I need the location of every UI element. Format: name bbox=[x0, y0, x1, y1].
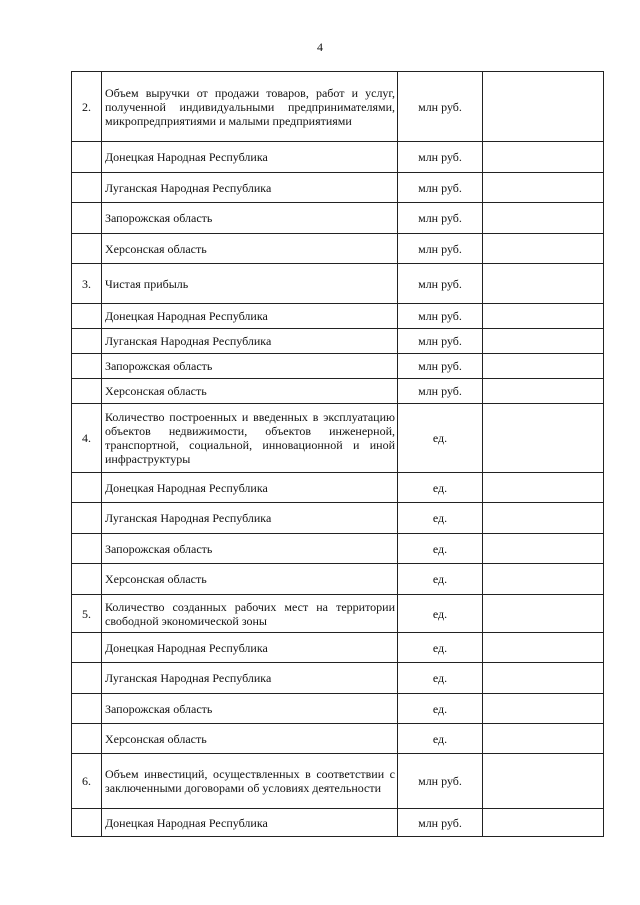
row-number-cell bbox=[72, 379, 102, 404]
value-cell bbox=[483, 354, 604, 379]
value-cell bbox=[483, 754, 604, 809]
value-cell bbox=[483, 142, 604, 173]
indicator-name-text: Луганская Народная Республика bbox=[105, 671, 272, 685]
row-number-cell bbox=[72, 694, 102, 724]
row-number-cell: 2. bbox=[72, 72, 102, 142]
indicator-name-cell bbox=[102, 379, 398, 404]
indicator-name-cell bbox=[102, 473, 398, 503]
indicator-name-cell bbox=[102, 809, 398, 837]
value-cell bbox=[483, 173, 604, 203]
table-row bbox=[72, 173, 604, 203]
indicator-name-cell bbox=[102, 304, 398, 329]
unit-cell: ед. bbox=[398, 595, 483, 633]
table-row bbox=[72, 203, 604, 234]
indicator-name-text: Херсонская область bbox=[105, 572, 207, 586]
indicator-name-cell bbox=[102, 694, 398, 724]
table-row bbox=[72, 724, 604, 754]
indicator-name-text: Херсонская область bbox=[105, 731, 207, 746]
indicator-name-cell bbox=[102, 724, 398, 754]
unit-cell: ед. bbox=[398, 694, 483, 724]
table-row bbox=[72, 754, 604, 809]
table-row bbox=[72, 473, 604, 503]
indicator-name-text: Запорожская область bbox=[105, 359, 213, 373]
indicator-name-text: Запорожская область bbox=[105, 541, 213, 556]
table-row bbox=[72, 379, 604, 404]
table-row bbox=[72, 72, 604, 142]
row-number-cell bbox=[72, 203, 102, 234]
indicator-name-cell bbox=[102, 595, 398, 633]
value-cell bbox=[483, 564, 604, 595]
unit-cell: ед. bbox=[398, 564, 483, 595]
value-cell bbox=[483, 633, 604, 663]
unit-cell: млн руб. bbox=[398, 72, 483, 142]
unit-cell: млн руб. bbox=[398, 142, 483, 173]
indicator-name-cell bbox=[102, 173, 398, 203]
value-cell bbox=[483, 663, 604, 694]
row-number-cell bbox=[72, 633, 102, 663]
value-cell bbox=[483, 724, 604, 754]
value-cell bbox=[483, 503, 604, 534]
indicator-name-text: Запорожская область bbox=[105, 211, 213, 225]
row-number-cell bbox=[72, 234, 102, 264]
value-cell bbox=[483, 404, 604, 473]
value-cell bbox=[483, 264, 604, 304]
row-number-cell: 4. bbox=[72, 404, 102, 473]
indicator-name-cell bbox=[102, 72, 398, 142]
value-cell bbox=[483, 809, 604, 837]
indicator-name-text: Херсонская область bbox=[105, 384, 207, 398]
row-number-cell bbox=[72, 663, 102, 694]
table-row bbox=[72, 404, 604, 473]
table-row bbox=[72, 633, 604, 663]
table-row bbox=[72, 809, 604, 837]
indicator-name-text: Чистая прибыль bbox=[105, 276, 189, 291]
indicator-name-text: Донецкая Народная Республика bbox=[105, 640, 268, 655]
row-number-cell bbox=[72, 809, 102, 837]
row-number-cell bbox=[72, 503, 102, 534]
indicator-name-text: Запорожская область bbox=[105, 701, 213, 716]
indicator-name-cell bbox=[102, 354, 398, 379]
value-cell bbox=[483, 72, 604, 142]
indicator-name-text: Донецкая Народная Республика bbox=[105, 815, 268, 830]
row-number-cell bbox=[72, 534, 102, 564]
table-row bbox=[72, 694, 604, 724]
indicator-name-text: Донецкая Народная Республика bbox=[105, 480, 268, 495]
row-number-cell bbox=[72, 329, 102, 354]
row-number-cell bbox=[72, 724, 102, 754]
row-number-cell bbox=[72, 564, 102, 595]
indicator-name-text: Луганская Народная Республика bbox=[105, 334, 272, 348]
table-row bbox=[72, 564, 604, 595]
table-row bbox=[72, 264, 604, 304]
table-body bbox=[72, 72, 604, 837]
indicator-name-cell bbox=[102, 564, 398, 595]
table-row bbox=[72, 234, 604, 264]
indicator-name-text: Донецкая Народная Республика bbox=[105, 309, 268, 323]
table-row bbox=[72, 354, 604, 379]
indicator-name-text: Луганская Народная Республика bbox=[105, 180, 272, 195]
table-row bbox=[72, 595, 604, 633]
unit-cell: ед. bbox=[398, 404, 483, 473]
indicators-table bbox=[71, 71, 604, 837]
table-row bbox=[72, 503, 604, 534]
value-cell bbox=[483, 379, 604, 404]
row-number-cell bbox=[72, 304, 102, 329]
value-cell bbox=[483, 534, 604, 564]
row-number-cell: 3. bbox=[72, 264, 102, 304]
indicator-name-cell bbox=[102, 534, 398, 564]
indicator-name-cell bbox=[102, 329, 398, 354]
value-cell bbox=[483, 473, 604, 503]
value-cell bbox=[483, 329, 604, 354]
unit-cell: млн руб. bbox=[398, 234, 483, 264]
unit-cell: млн руб. bbox=[398, 754, 483, 809]
indicator-name-cell bbox=[102, 663, 398, 694]
unit-cell: млн руб. bbox=[398, 203, 483, 234]
page-number: 4 bbox=[317, 40, 323, 54]
unit-cell: млн руб. bbox=[398, 173, 483, 203]
table-row bbox=[72, 329, 604, 354]
unit-cell: ед. bbox=[398, 663, 483, 694]
unit-cell: млн руб. bbox=[398, 329, 483, 354]
indicator-name-cell bbox=[102, 503, 398, 534]
indicator-name-cell bbox=[102, 234, 398, 264]
indicator-name-text: Объем выручки от продажи товаров, работ и услуг, полученной индивидуальными предпринимателями, микропредприятиями и малыми предприятиями bbox=[105, 85, 395, 128]
value-cell bbox=[483, 234, 604, 264]
unit-cell: ед. bbox=[398, 724, 483, 754]
unit-cell: ед. bbox=[398, 503, 483, 534]
indicator-name-cell bbox=[102, 754, 398, 809]
unit-cell: млн руб. bbox=[398, 304, 483, 329]
table-row bbox=[72, 142, 604, 173]
indicator-name-text: Количество созданных рабочих мест на территории свободной экономической зоны bbox=[105, 599, 395, 628]
indicator-name-cell bbox=[102, 142, 398, 173]
indicator-name-cell bbox=[102, 203, 398, 234]
unit-cell: млн руб. bbox=[398, 354, 483, 379]
table-row bbox=[72, 534, 604, 564]
indicator-name-cell bbox=[102, 264, 398, 304]
unit-cell: млн руб. bbox=[398, 264, 483, 304]
indicator-name-cell bbox=[102, 633, 398, 663]
value-cell bbox=[483, 595, 604, 633]
row-number-cell bbox=[72, 142, 102, 173]
indicator-name-text: Херсонская область bbox=[105, 241, 207, 256]
table-row bbox=[72, 304, 604, 329]
indicator-name-cell bbox=[102, 404, 398, 473]
indicator-name-text: Количество построенных и введенных в эксплуатацию объектов недвижимости, объектов инженерной, транспортной, социальной, инновационной и иной инфраструктуры bbox=[105, 410, 395, 466]
row-number-cell: 5. bbox=[72, 595, 102, 633]
value-cell bbox=[483, 203, 604, 234]
row-number-cell bbox=[72, 173, 102, 203]
unit-cell: млн руб. bbox=[398, 809, 483, 837]
indicator-name-text: Донецкая Народная Республика bbox=[105, 150, 268, 164]
value-cell bbox=[483, 304, 604, 329]
table-row bbox=[72, 663, 604, 694]
row-number-cell bbox=[72, 473, 102, 503]
unit-cell: млн руб. bbox=[398, 379, 483, 404]
unit-cell: ед. bbox=[398, 473, 483, 503]
value-cell bbox=[483, 694, 604, 724]
row-number-cell bbox=[72, 354, 102, 379]
unit-cell: ед. bbox=[398, 534, 483, 564]
unit-cell: ед. bbox=[398, 633, 483, 663]
indicator-name-text: Луганская Народная Республика bbox=[105, 511, 272, 525]
row-number-cell: 6. bbox=[72, 754, 102, 809]
indicator-name-text: Объем инвестиций, осуществленных в соответствии с заключенными договорами об условиях деятельности bbox=[105, 767, 395, 795]
